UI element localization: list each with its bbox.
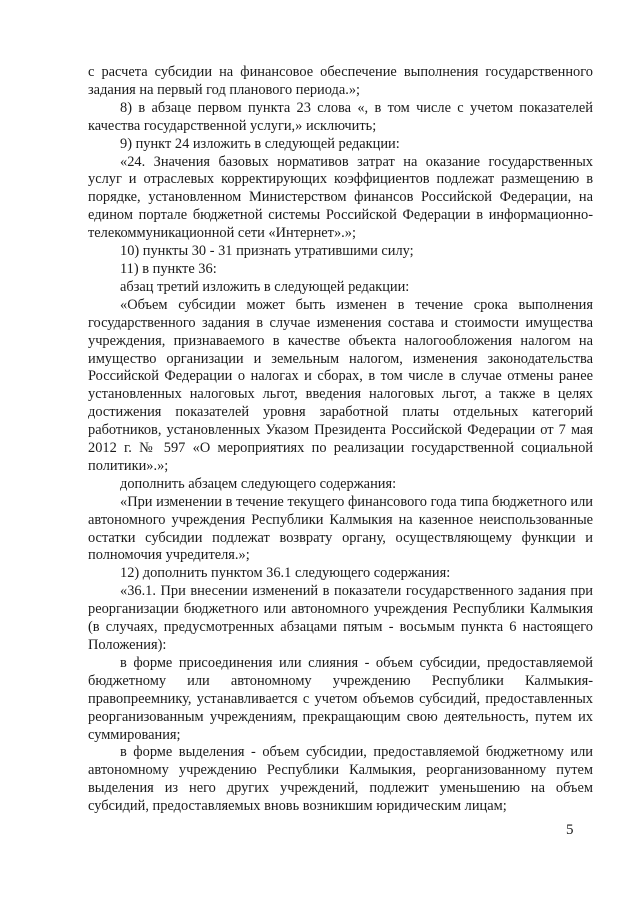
paragraph-quote-type-change: «При изменении в течение текущего финансового года типа бюджетного или автономного учреждения Республики Калмыкия на казенное неиспользованные остатки субсидии подлежат возврату органу, осуществляющему функции и полномочия учредителя.»; (88, 493, 593, 564)
paragraph-spinoff: в форме выделения - объем субсидии, предоставляемой бюджетному или автономному учреждению Республики Калмыкия, реорганизованному путем выделения из него других учреждений, подлежит уменьшению на объем субсидий, предоставляемых вновь возникшим юридическим лицам; (88, 744, 593, 815)
paragraph-quote-subsidy: «Объем субсидии может быть изменен в течение срока выполнения государственного задания в случае изменения состава и стоимости имущества учреждения, признаваемого в качестве объекта налогообложения налогом на имущество организации и земельным налогом, изменения законодательства Российской Федерации о налогах и сборах, в том числе в случае отмены ранее установленных налоговых льгот, введения налоговых льгот, а также в целях достижения показателей уровня заработной платы отдельных категорий работников, установленных Указом Президента Российской Федерации от 7 мая 2012 г. № 597 «О мероприятиях по реализации государственной социальной политики».»; (88, 296, 593, 474)
paragraph-merger: в форме присоединения или слияния - объем субсидии, предоставляемой бюджетному или автономному учреждению Республики Калмыкия-правопреемнику, устанавливается с учетом объемов субсидий, предоставленных реорганизованным учреждениям, прекращающим свою деятельность, путем их суммирования; (88, 654, 593, 743)
paragraph-quote-24: «24. Значения базовых нормативов затрат на оказание государственных услуг и отраслевых корректирующих коэффициентов подлежат размещению в порядке, установленном Министерством финансов Российской Федерации, на едином портале бюджетной системы Российской Федерации в информационно-телекоммуникационной сети «Интернет».»; (88, 153, 593, 242)
paragraph-item-12: 12) дополнить пунктом 36.1 следующего содержания: (120, 565, 451, 582)
paragraph-item-11: 11) в пункте 36: (120, 260, 217, 277)
page-number: 5 (566, 822, 574, 838)
paragraph-quote-36-1: «36.1. При внесении изменений в показатели государственного задания при реорганизации бюджетного или автономного учреждения Республики Калмыкия (в случаях, предусмотренных абзацами пятым - восьмым пункта 6 настоящего Положения): (88, 583, 593, 653)
paragraph-item-8: 8) в абзаце первом пункта 23 слова «, в том числе с учетом показателей качества государственной услуги,» исключить; (88, 99, 593, 134)
paragraph-continuation: с расчета субсидии на финансовое обеспечение выполнения государственного задания на первый год планового периода.»; (88, 64, 593, 98)
document-body (88, 64, 593, 816)
paragraph-add-abzac: дополнить абзацем следующего содержания: (120, 475, 397, 492)
paragraph-item-9: 9) пункт 24 изложить в следующей редакции: (120, 135, 400, 152)
paragraph-item-10: 10) пункты 30 - 31 признать утратившими силу; (120, 243, 414, 260)
paragraph-abzac-third: абзац третий изложить в следующей редакции: (120, 278, 410, 295)
